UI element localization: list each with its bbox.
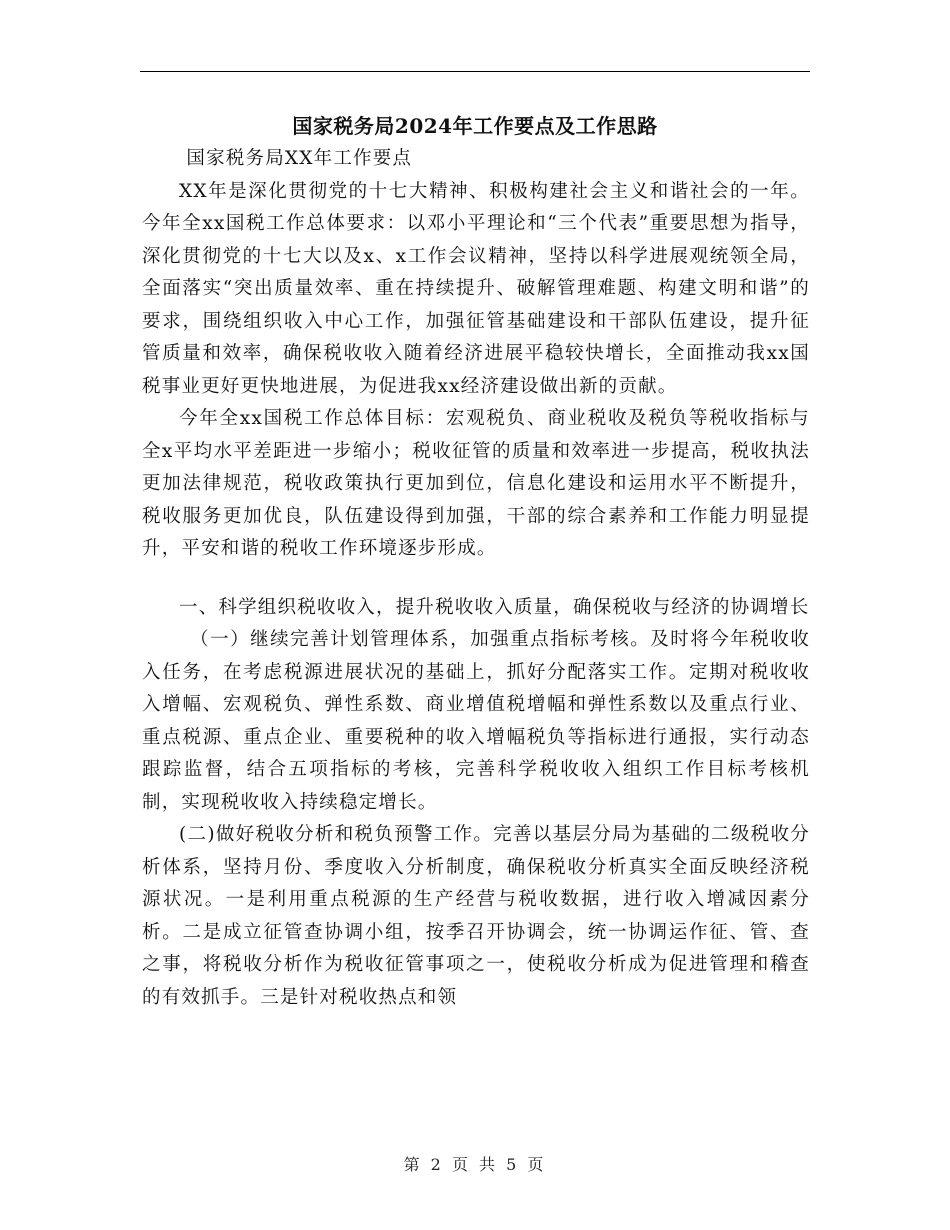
document-body bbox=[142, 143, 810, 1014]
section-1-heading: 一、科学组织税收收入，提升税收收入质量，确保税收与经济的协调增长 bbox=[179, 596, 810, 618]
document-subtitle: 国家税务局XX年工作要点 bbox=[186, 148, 413, 169]
paragraph-intro: XX年是深化贯彻党的十七大精神、积极构建社会主义和谐社会的一年。今年全xx国税工作总体要求：以邓小平理论和“三个代表”重要思想为指导，深化贯彻党的十七大以及x、x工作会议精神，坚持以科学进展观统领全局，全面落实“突出质量效率、重在持续提升、破解管理难题、构建文明和谐”的要求，围绕组织收入中心工作，加强征管基础建设和干部队伍建设，提升征管质量和效率，确保税收收入随着经济进展平稳较快增长，全面推动我xx国税事业更好更快地进展，为促进我xx经济建设做出新的贡献。 bbox=[142, 180, 810, 397]
document-title: 国家税务局2024年工作要点及工作思路 bbox=[292, 114, 658, 138]
section-1-item-2: (二)做好税收分析和税负预警工作。完善以基层分局为基础的二级税收分析体系，坚持月份、季度收入分析制度，确保税收分析真实全面反映经济税源状况。一是利用重点税源的生产经营与税收数据，进行收入增减因素分析。二是成立征管查协调小组，按季召开协调会，统一协调运作征、管、查之事，将税收分析作为税收征管事项之一，使税收分析成为促进管理和稽查的有效抓手。三是针对税收热点和领 bbox=[142, 824, 810, 1008]
page-number: 第 2 页 共 5 页 bbox=[403, 1155, 547, 1174]
header-rule bbox=[140, 71, 810, 72]
section-1-item-1: （一）继续完善计划管理体系，加强重点指标考核。及时将今年税收收入任务，在考虑税源进展状况的基础上，抓好分配落实工作。定期对税收收入增幅、宏观税负、弹性系数、商业增值税增幅和弹性系数以及重点行业、重点税源、重点企业、重要税种的收入增幅税负等指标进行通报，实行动态跟踪监督，结合五项指标的考核，完善科学税收收入组织工作目标考核机制，实现税收收入持续稳定增长。 bbox=[142, 629, 810, 813]
paragraph-goals: 今年全xx国税工作总体目标：宏观税负、商业税收及税负等税收指标与全x平均水平差距进一步缩小；税收征管的质量和效率进一步提高，税收执法更加法律规范，税收政策执行更加到位，信息化建设和运用水平不断提升，税收服务更加优良，队伍建设得到加强，干部的综合素养和工作能力明显提升，平安和谐的税收工作环境逐步形成。 bbox=[142, 408, 810, 559]
